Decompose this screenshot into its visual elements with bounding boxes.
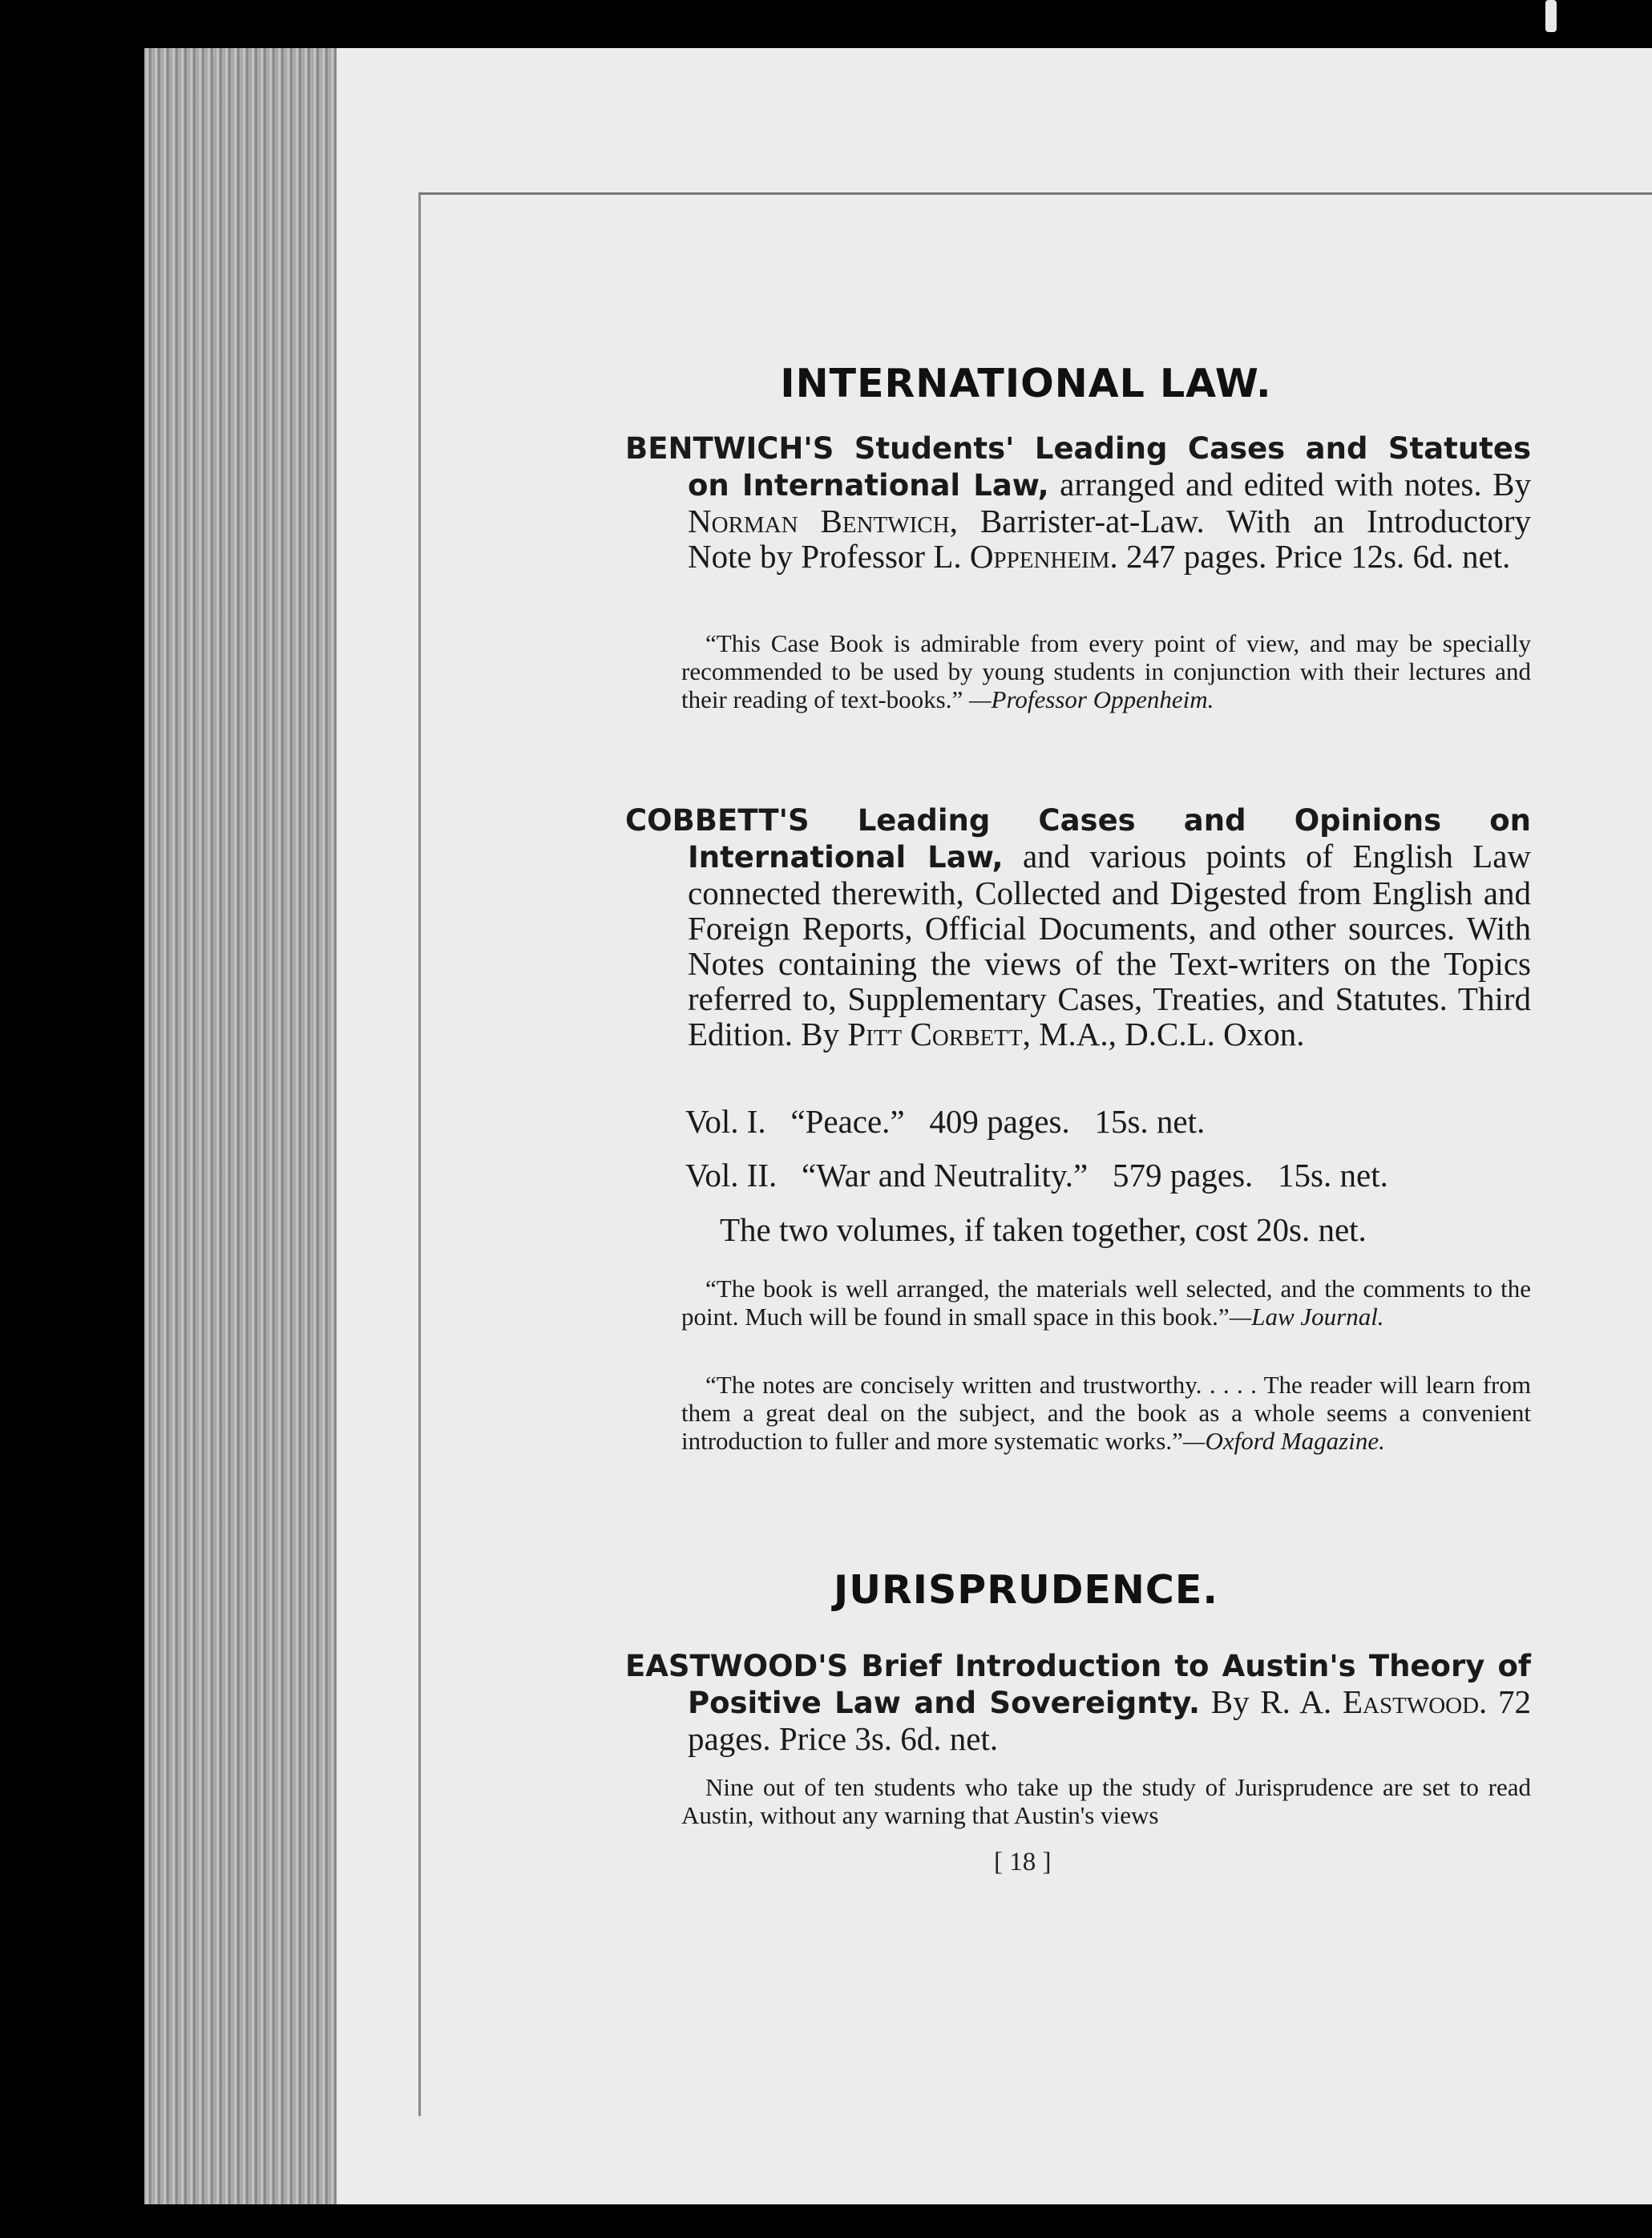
quote-attribution: —Professor Oppenheim. (968, 685, 1214, 713)
book-page-edges (144, 48, 353, 2204)
entry-bentwich (625, 430, 1531, 574)
entry-cobbett-title: COBBETT'S Leading Cases and Opinions on International Law, (625, 803, 1531, 875)
entry-eastwood-text: EASTWOOD'S Brief Introduction to Austin's Theory of Positive Law and Sovereignty. By R. A. Eastwood. 72 pages. Price 3s. 6d. net. (625, 1649, 1532, 1757)
quote-attribution: —Law Journal. (1229, 1303, 1384, 1331)
quote-oxford-magazine: “The notes are concisely written and trustworthy. . . . . The reader will learn from them a great deal on the subject, and the book as a whole seems a convenient introduction to fuller and more systematic works.”—Oxford Magazine. (681, 1371, 1531, 1455)
intro-author-name: Oppenheim (969, 538, 1110, 575)
entry-eastwood (625, 1647, 1531, 1756)
author-name: Pitt Corbett (847, 1016, 1023, 1052)
quote-attribution: —Oxford Magazine. (1182, 1427, 1385, 1455)
entry-cobbett (625, 802, 1531, 1052)
author-name: Eastwood (1343, 1683, 1480, 1720)
heading-international-law: INTERNATIONAL LAW. (780, 361, 1272, 406)
volume-2-line: Vol. II. “War and Neutrality.” 579 pages. 15s. net. (685, 1157, 1388, 1194)
quote-law-journal: “The book is well arranged, the materials well selected, and the comments to the point. Much will be found in small space in this book.”—Law Journal. (681, 1275, 1531, 1331)
entry-bentwich-text: BENTWICH'S Students' Leading Cases and Statutes on International Law, arranged and edited with notes. By Norman Bentwich, Barrister-at-Law. With an Introductory Note by Professor L. Oppenheim. 247 pages. Price 12s. 6d. net. (625, 431, 1531, 575)
entry-bentwich-title: BENTWICH'S Students' Leading Cases and Statutes on International Law, (625, 431, 1531, 503)
entry-eastwood-title: EASTWOOD'S Brief Introduction to Austin's Theory of Positive Law and Sovereignty. (625, 1649, 1531, 1720)
scan-corner-mark (1545, 0, 1557, 32)
author-name: Norman Bentwich (688, 503, 950, 539)
entry-cobbett-text: COBBETT'S Leading Cases and Opinions on International Law, and various points of English Law connected therewith, Collected and Digested from English and Foreign Reports, Official Documents, and other sources. With Notes containing the views of the Text-writers on the Topics referred to, Supplementary Cases, Treaties, and Statutes. Third Edition. By Pitt Corbett, M.A., D.C.L. Oxon. (625, 803, 1531, 1052)
eastwood-note: Nine out of ten students who take up the study of Jurisprudence are set to read Austin, without any warning that Austin's views (681, 1773, 1531, 1829)
quote-bentwich: “This Case Book is admirable from every point of view, and may be specially recommended to be used by young students in conjunction with their lectures and their reading of text-books.” —Professor Oppenheim. (681, 629, 1531, 713)
heading-jurisprudence: JURISPRUDENCE. (834, 1567, 1218, 1613)
combined-cost-line: The two volumes, if taken together, cost 20s. net. (720, 1211, 1367, 1248)
volume-1-line: Vol. I. “Peace.” 409 pages. 15s. net. (685, 1103, 1206, 1140)
page-number: [ 18 ] (994, 1848, 1052, 1876)
